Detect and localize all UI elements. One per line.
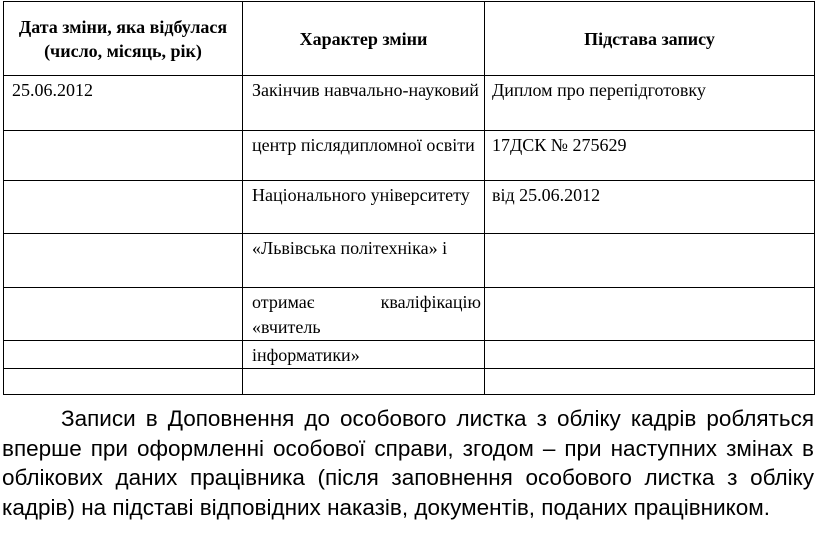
- cell-basis: 17ДСК № 275629: [492, 135, 627, 155]
- cell-basis: [485, 234, 814, 236]
- table-row: [4, 288, 815, 341]
- table-row: [4, 369, 815, 395]
- cell-change: [243, 369, 484, 371]
- cell-change: Закінчив навчально-науковий: [252, 80, 479, 100]
- table-header-row: [4, 2, 815, 76]
- header-basis: Підстава запису: [485, 2, 815, 76]
- cell-date: 25.06.2012: [12, 80, 93, 100]
- cell-date: [4, 369, 242, 371]
- cell-date: [4, 131, 242, 133]
- changes-table: [3, 1, 815, 395]
- cell-change: отримає кваліфікацію «вчитель: [252, 292, 481, 337]
- cell-date: [4, 181, 242, 183]
- cell-basis: [485, 288, 814, 290]
- table-row: [4, 341, 815, 369]
- cell-date: [4, 341, 242, 343]
- table-row: [4, 76, 815, 131]
- cell-date: [4, 288, 242, 290]
- note-text: Записи в Доповнення до особового листка з обліку кадрів робляться вперше при оформленні особової справи, згодом – при наступних змінах в облікових даних працівника (після заповнення особового листка з обліку кадрів) на підставі відповідних наказів, документів, поданих працівником.: [2, 406, 814, 520]
- cell-basis: від 25.06.2012: [492, 185, 601, 205]
- header-date: Дата зміни, яка відбулася (число, місяць, рік): [4, 2, 243, 76]
- cell-change: центр післядипломної освіти: [252, 135, 475, 155]
- cell-date: [4, 234, 242, 236]
- cell-basis: [485, 341, 814, 343]
- table-row: [4, 234, 815, 288]
- cell-change: «Львівська політехніка» і: [252, 238, 448, 258]
- header-change: Характер зміни: [243, 2, 485, 76]
- table-row: [4, 131, 815, 181]
- cell-basis: [485, 369, 814, 371]
- cell-change: Національного університету: [252, 185, 470, 205]
- cell-change: інформатики»: [252, 345, 360, 365]
- cell-basis: Диплом про перепідготовку: [492, 80, 706, 100]
- note-paragraph: [2, 404, 814, 522]
- table-row: [4, 181, 815, 234]
